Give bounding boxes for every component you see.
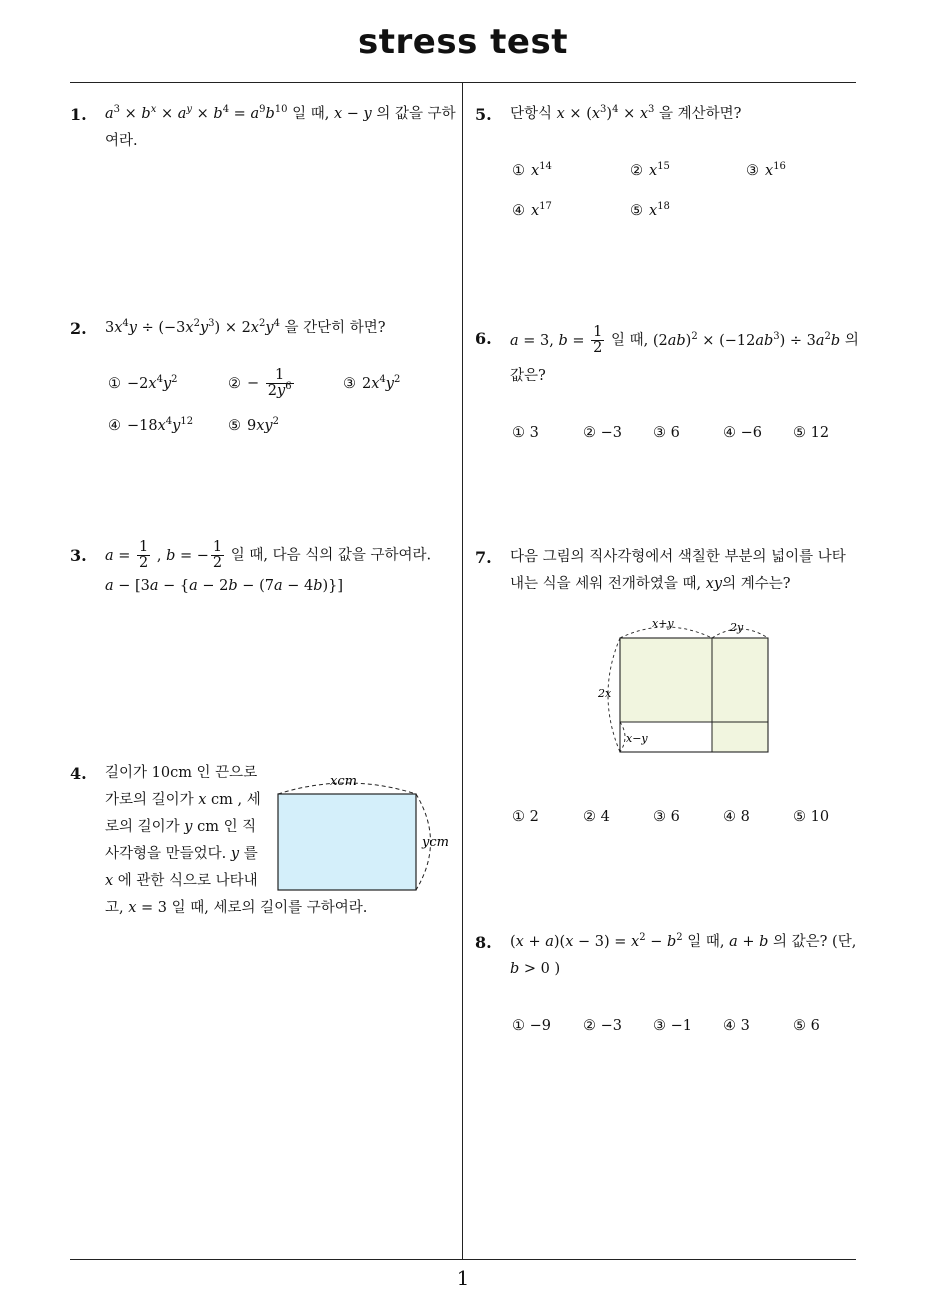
option-marker: ② — [630, 163, 643, 179]
math-expression: $x \times (x^3)^4 \times x^3$ — [556, 104, 655, 122]
question-stem — [510, 929, 856, 983]
stem-text: 단항식 — [510, 106, 553, 122]
side-dimension-label: ycm — [422, 835, 449, 850]
stem-text: 고, — [105, 900, 124, 916]
shaded-rectangle-figure — [590, 612, 780, 760]
stem-text: 의 — [844, 332, 859, 349]
question-stem — [105, 315, 386, 342]
rectangle-figure — [270, 772, 460, 897]
stem-text: 로의 길이가 — [105, 819, 180, 835]
page-number: 1 — [456, 1266, 470, 1290]
option-4[interactable]: ④ $x^{17}$ — [512, 201, 552, 219]
stem-text: 사각형을 만들었다. — [105, 846, 227, 862]
top-dimension-label: xcm — [330, 774, 357, 789]
stem-text: 일 때, — [292, 106, 330, 122]
label-bottom: x−y — [626, 732, 648, 745]
option-marker: ④ — [512, 203, 525, 219]
question-number: 4. — [70, 764, 87, 783]
stem-text: 인 직 — [223, 819, 257, 835]
option-5[interactable]: ⑤ 6 — [793, 1018, 820, 1034]
option-3[interactable]: ③ −1 — [653, 1018, 692, 1034]
math-expression: x − y — [333, 106, 372, 122]
stem-text: 을 간단히 하면? — [284, 320, 386, 336]
stem-text: ) — [554, 961, 561, 977]
column-divider — [462, 82, 463, 1259]
shaded-region-left — [620, 638, 712, 722]
question-stem — [105, 540, 431, 571]
stem-text: , 세 — [237, 792, 261, 808]
stem-continuation — [510, 363, 546, 390]
stem-text: 다음 그림의 직사각형에서 색칠한 부분의 넓이를 나타 — [510, 549, 846, 565]
question-stem — [105, 101, 460, 155]
option-5[interactable]: ⑤ $x^{18}$ — [630, 201, 670, 219]
option-4[interactable]: ④ −6 — [723, 425, 762, 441]
page-title: stress test — [358, 22, 568, 62]
question-number: 1. — [70, 105, 87, 124]
label-side: 2x — [598, 687, 612, 700]
top-rule — [70, 82, 856, 83]
shaded-region-right — [712, 638, 768, 752]
math-expression: $3x^4y \div (-3x^2y^3) \times 2x^2y^4$ — [105, 318, 280, 336]
option-1[interactable]: ① −9 — [512, 1018, 551, 1034]
math-expression: $(x + a)(x - 3) = x^2 - b^2$ — [510, 932, 683, 950]
option-5[interactable]: ⑤ 10 — [793, 809, 830, 825]
option-2[interactable]: ② −3 — [583, 425, 622, 441]
option-4[interactable]: ④ 8 — [723, 809, 750, 825]
option-marker: ③ — [746, 163, 759, 179]
math-expression: a = $\frac{1}{2}$ , b = − $\frac{1}{2}$ — [105, 539, 223, 571]
stem-text: 일 때, — [610, 332, 649, 349]
question-number: 2. — [70, 319, 87, 338]
stem-text: 의 계수는? — [722, 576, 791, 592]
option-1[interactable]: ① 2 — [512, 809, 539, 825]
option-2[interactable]: ② − $\frac{1}{2y^6}$ — [228, 367, 292, 399]
question-stem: 길이가 10cm 인 끈으로 가로의 길이가 x cm , 세 로의 길이가 y cm 인 직 사각형을 만들었다. y 를 x 에 관한 식으로 나타내 고, x = 3 일 때, 세로의 길이를 구하여라. — [105, 765, 368, 916]
stem-text: 를 — [243, 846, 258, 862]
stem-text: 의 값을 구하 — [376, 106, 456, 122]
option-marker: ① — [512, 163, 525, 179]
stem-text: 여라. — [105, 133, 138, 149]
option-marker: ⑤ — [228, 418, 241, 434]
question-number: 6. — [475, 329, 492, 348]
option-marker: ④ — [108, 418, 121, 434]
stem-text: 일 때, — [687, 934, 725, 950]
rectangle-shape — [278, 794, 416, 890]
option-marker: ② — [228, 375, 241, 392]
stem-text: 일 때, 다음 식의 값을 구하여라. — [230, 547, 432, 564]
option-4[interactable]: ④ 3 — [723, 1018, 750, 1034]
expression-line: a − [3a − {a − 2b − (7a − 4b)}] — [105, 578, 344, 594]
question-number: 7. — [475, 548, 492, 567]
question-stem: 다음 그림의 직사각형에서 색칠한 부분의 넓이를 나타 내는 식을 세워 전개하였을 때, xy의 계수는? — [510, 549, 846, 592]
option-marker: ① — [108, 376, 121, 392]
option-1[interactable]: ① $x^{14}$ — [512, 161, 552, 179]
label-top-1: x+y — [652, 617, 674, 630]
option-marker: ⑤ — [630, 203, 643, 219]
option-3[interactable]: ③ $2x^4y^2$ — [343, 374, 401, 392]
option-5[interactable]: ⑤ 12 — [793, 425, 830, 441]
option-1[interactable]: ① $-2x^4y^2$ — [108, 374, 178, 392]
stem-text: 일 때, 세로의 길이를 구하여라. — [171, 900, 368, 916]
stem-text: 의 값은? (단, — [773, 934, 857, 950]
question-number: 8. — [475, 933, 492, 952]
option-5[interactable]: ⑤ $9xy^2$ — [228, 416, 279, 434]
stem-text: 길이가 10cm 인 끈으로 — [105, 765, 258, 781]
label-top-2: 2y — [730, 621, 744, 634]
fraction: $\frac{1}{2y^6}$ — [267, 367, 292, 399]
math-expression: $a^3 \times b^x \times a^y \times b^4 = a^9b^{10}$ — [105, 104, 288, 122]
option-3[interactable]: ③ 6 — [653, 425, 680, 441]
stem-text: 에 관한 식으로 나타내 — [117, 873, 258, 889]
math-expression: $(2ab)^2 \times (-12ab^3) \div 3a^2b$ — [652, 330, 841, 349]
stem-text: 값은? — [510, 368, 546, 384]
option-2[interactable]: ② 4 — [583, 809, 610, 825]
option-3[interactable]: ③ $x^{16}$ — [746, 161, 786, 179]
option-3[interactable]: ③ 6 — [653, 809, 680, 825]
question-stem — [510, 101, 741, 128]
option-2[interactable]: ② −3 — [583, 1018, 622, 1034]
option-marker: ③ — [343, 376, 356, 392]
stem-text: 내는 식을 세워 전개하였을 때, — [510, 576, 702, 592]
question-stem — [510, 325, 859, 356]
question-number: 3. — [70, 546, 87, 565]
option-1[interactable]: ① 3 — [512, 425, 539, 441]
math-expression: b > 0 — [510, 961, 550, 977]
option-2[interactable]: ② $x^{15}$ — [630, 161, 670, 179]
question-number: 5. — [475, 105, 492, 124]
math-expression: a + b — [729, 934, 769, 950]
option-4[interactable]: ④ $-18x^4y^{12}$ — [108, 416, 194, 434]
stem-text: 가로의 길이가 — [105, 792, 194, 808]
stem-text: 을 계산하면? — [659, 106, 742, 122]
math-expression: a = 3, b = $\frac{1}{2}$ — [510, 324, 603, 356]
bottom-rule — [70, 1259, 856, 1260]
